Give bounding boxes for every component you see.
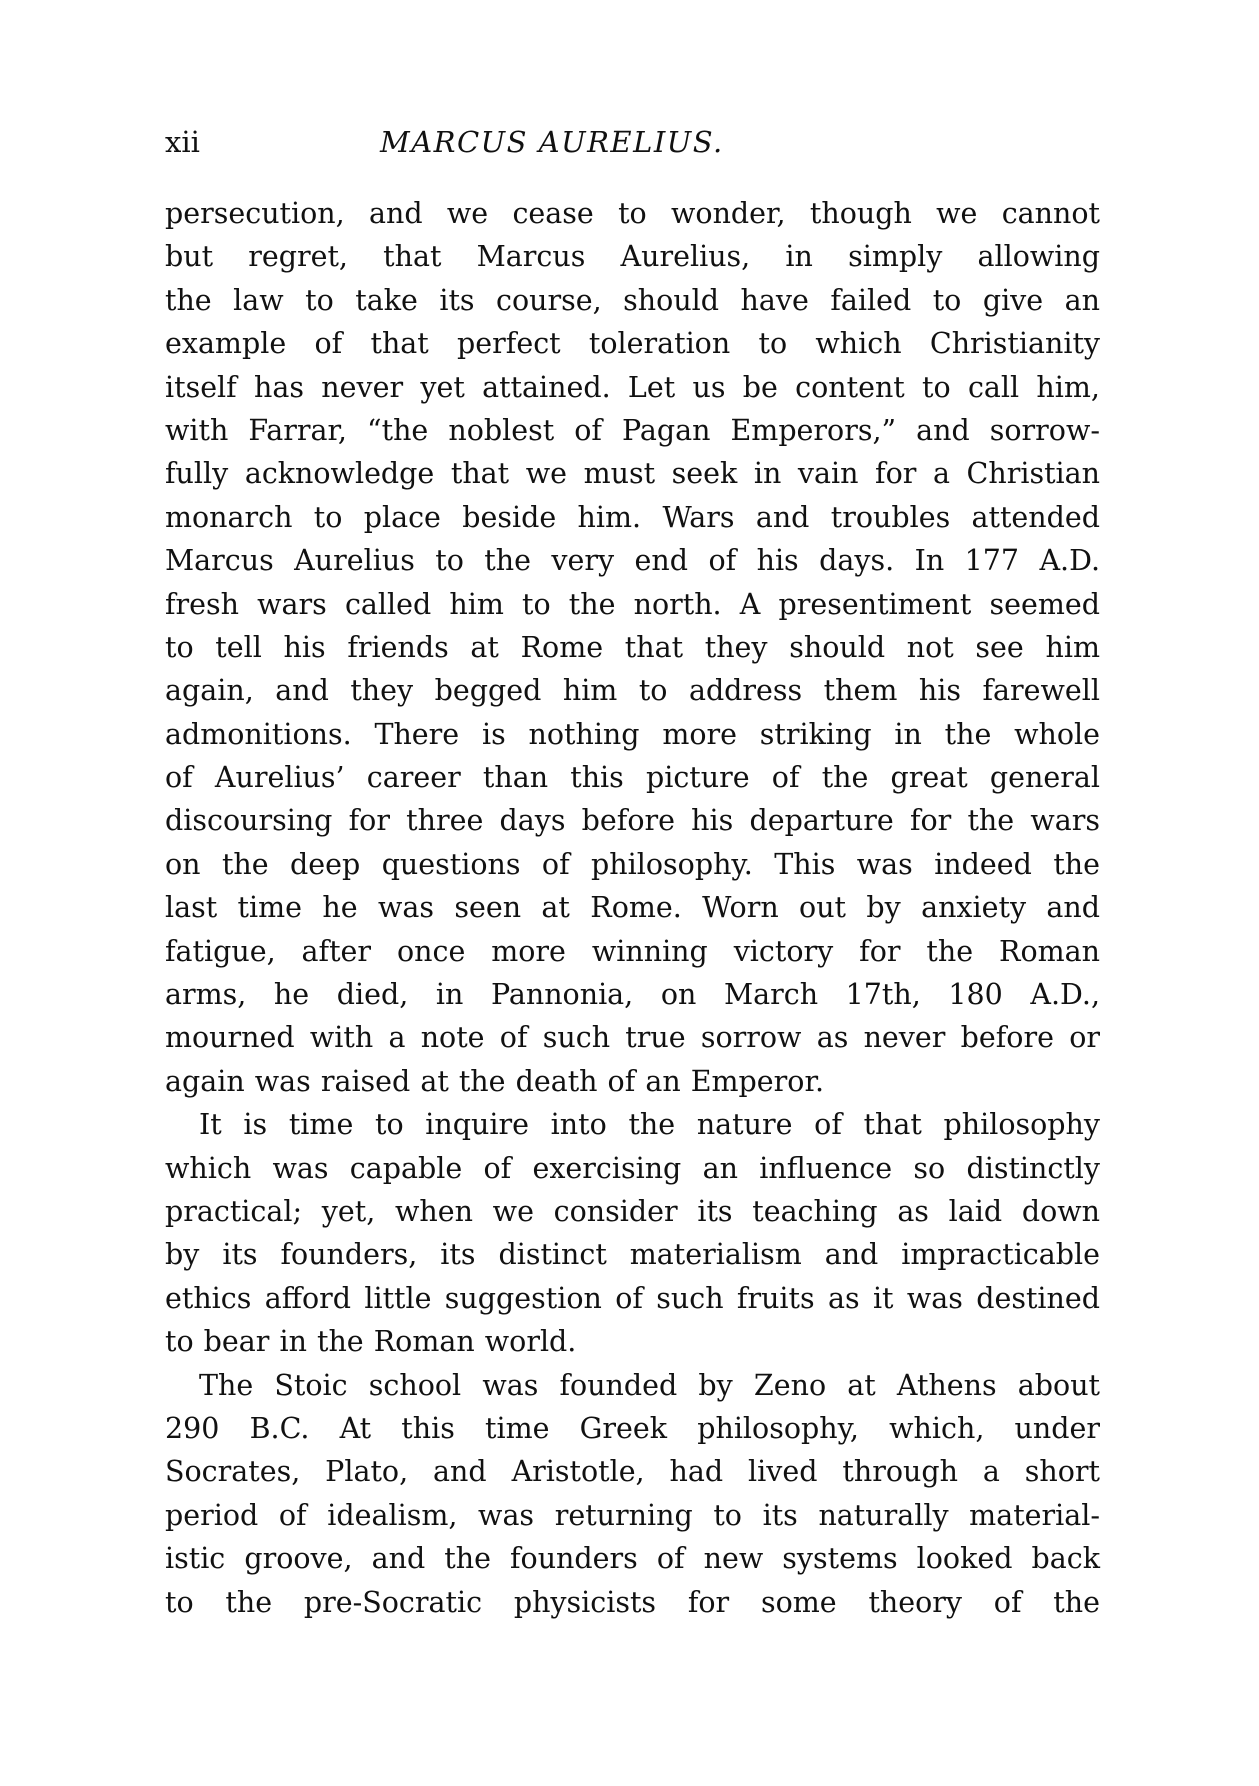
text-line: fully acknowledge that we must seek in vain for a Christian	[165, 457, 1100, 491]
text-line: of Aurelius’ career than this picture of the great general	[165, 761, 1100, 795]
text-line: The Stoic school was founded by Zeno at Athens about	[199, 1368, 1100, 1402]
text-line: to the pre-Socratic physicists for some theory of the	[165, 1585, 1100, 1619]
text-line: period of idealism, was returning to its naturally material-	[165, 1498, 1100, 1532]
text-line: on the deep questions of philosophy. This was indeed the	[165, 847, 1100, 881]
running-title: MARCUS AURELIUS.	[380, 125, 724, 159]
text-line: istic groove, and the founders of new systems looked back	[165, 1542, 1100, 1576]
text-line: the law to take its course, should have failed to give an	[165, 283, 1100, 317]
text-line: to bear in the Roman world.	[165, 1325, 577, 1359]
paragraph	[165, 1364, 1100, 1624]
text-line: by its founders, its distinct materialism and impracticable	[165, 1238, 1100, 1272]
text-line: which was capable of exercising an influence so distinctly	[165, 1151, 1100, 1185]
paragraph	[165, 192, 1100, 1103]
paragraph	[165, 1103, 1100, 1363]
text-line: fresh wars called him to the north. A presentiment seemed	[165, 587, 1100, 621]
text-line: Marcus Aurelius to the very end of his days. In 177 A.D.	[165, 544, 1100, 578]
text-line: arms, he died, in Pannonia, on March 17th, 180 A.D.,	[165, 978, 1100, 1012]
text-line: fatigue, after once more winning victory for the Roman	[165, 934, 1100, 968]
text-line: mourned with a note of such true sorrow as never before or	[165, 1021, 1100, 1055]
text-line: monarch to place beside him. Wars and troubles attended	[165, 500, 1100, 534]
text-line: example of that perfect toleration to which Christianity	[165, 327, 1100, 361]
page-number: xii	[165, 125, 200, 159]
text-line: with Farrar, “the noblest of Pagan Emperors,” and sorrow-	[165, 413, 1100, 447]
text-line: admonitions. There is nothing more striking in the whole	[165, 717, 1100, 751]
text-line: 290 B.C. At this time Greek philosophy, which, under	[165, 1411, 1100, 1445]
text-line: practical; yet, when we consider its teaching as laid down	[165, 1194, 1100, 1228]
text-line: persecution, and we cease to wonder, though we cannot	[165, 197, 1100, 230]
text-line: ethics afford little suggestion of such fruits as it was destined	[165, 1281, 1100, 1315]
text-line: discoursing for three days before his departure for the wars	[165, 804, 1100, 838]
text-line: but regret, that Marcus Aurelius, in simply allowing	[165, 240, 1100, 274]
body-text	[165, 192, 1100, 1624]
running-head	[165, 122, 1100, 162]
text-line: again was raised at the death of an Emperor.	[165, 1064, 825, 1098]
text-line: itself has never yet attained. Let us be content to call him,	[165, 370, 1100, 404]
text-line: to tell his friends at Rome that they should not see him	[165, 630, 1100, 664]
text-line: Socrates, Plato, and Aristotle, had lived through a short	[165, 1455, 1100, 1489]
text-line: again, and they begged him to address them his farewell	[165, 674, 1100, 708]
text-line: It is time to inquire into the nature of that philosophy	[199, 1108, 1100, 1142]
text-line: last time he was seen at Rome. Worn out by anxiety and	[165, 891, 1100, 925]
